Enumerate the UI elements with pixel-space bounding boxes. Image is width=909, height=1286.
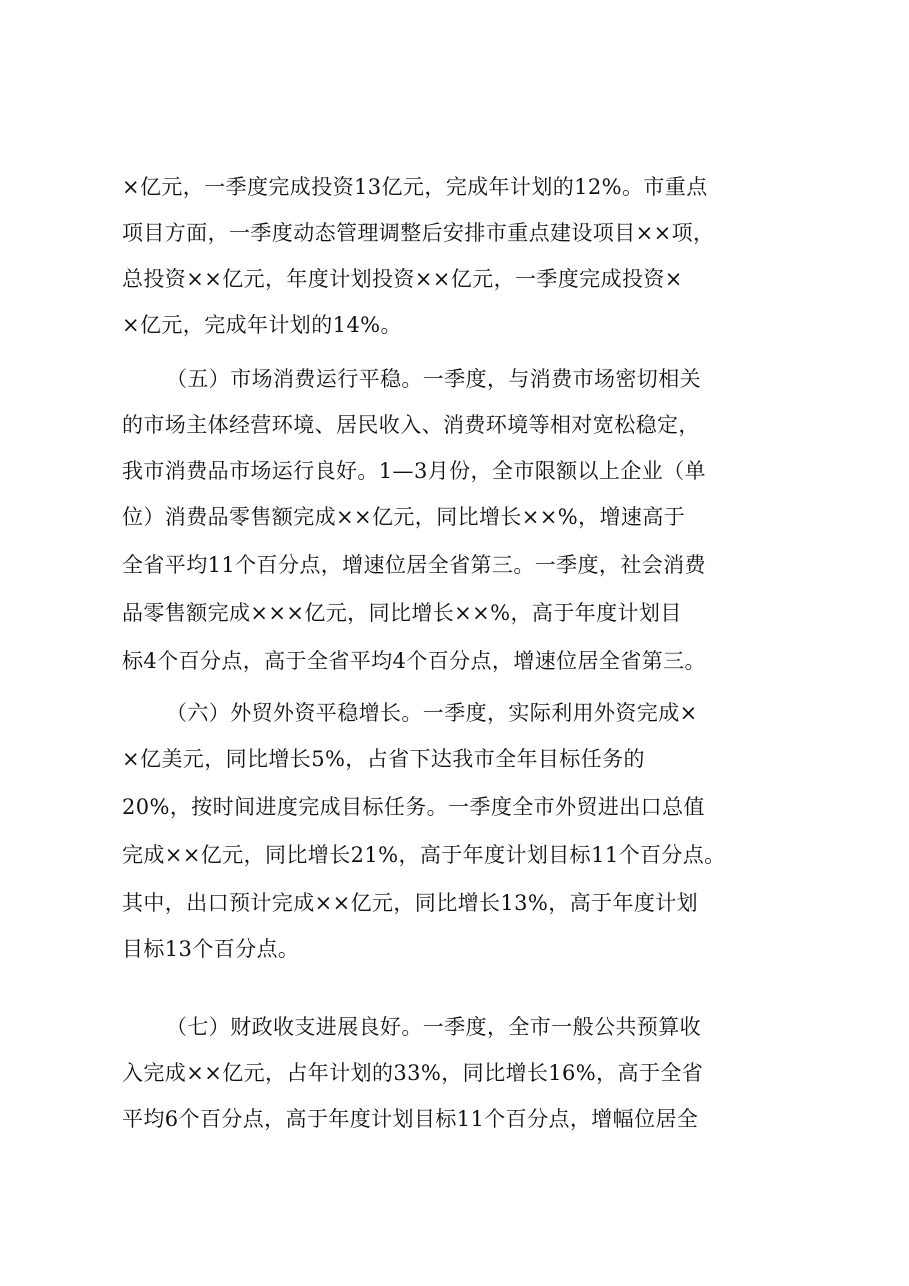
text-line: 完成××亿元，同比增长21%，高于年度计划目标11个百分点。 (122, 843, 726, 867)
text-line: 其中，出口预计完成××亿元，同比增长13%，高于年度计划 (122, 891, 699, 915)
text-line: ×亿元，一季度完成投资13亿元，完成年计划的12%。市重点 (122, 175, 708, 199)
text-line: 平均6个百分点，高于年度计划目标11个百分点，增幅位居全 (122, 1107, 699, 1131)
paragraph-heading-5: （五）市场消费运行平稳。一季度，与消费市场密切相关 (166, 367, 701, 391)
text-line: 20%，按时间进度完成目标任务。一季度全市外贸进出口总值 (122, 795, 705, 819)
text-line: 全省平均11个百分点，增速位居全省第三。一季度，社会消费 (122, 553, 706, 577)
text-line: 标4个百分点，高于全省平均4个百分点，增速位居全省第三。 (122, 649, 706, 673)
text-line: ×亿元，完成年计划的14%。 (122, 313, 402, 337)
paragraph-heading-7: （七）财政收支进展良好。一季度，全市一般公共预算收 (166, 1015, 701, 1039)
text-line: 的市场主体经营环境、居民收入、消费环境等相对宽松稳定， (122, 413, 700, 437)
text-line: 项目方面，一季度动态管理调整后安排市重点建设项目××项， (122, 221, 715, 245)
text-line: 总投资××亿元，年度计划投资××亿元，一季度完成投资× (122, 267, 683, 291)
text-line: 位）消费品零售额完成××亿元，同比增长××%，增速高于 (122, 505, 686, 529)
paragraph-heading-6: （六）外贸外资平稳增长。一季度，实际利用外资完成× (166, 701, 698, 725)
text-line: 入完成××亿元，占年计划的33%，同比增长16%，高于全省 (122, 1061, 704, 1085)
text-line: 我市消费品市场运行良好。1—3月份，全市限额以上企业（单 (122, 459, 706, 483)
text-line: 品零售额完成×××亿元，同比增长××%，高于年度计划目 (122, 601, 682, 625)
text-line: ×亿美元，同比增长5%，占省下达我市全年目标任务的 (122, 747, 645, 771)
text-line: 目标13个百分点。 (122, 937, 300, 961)
